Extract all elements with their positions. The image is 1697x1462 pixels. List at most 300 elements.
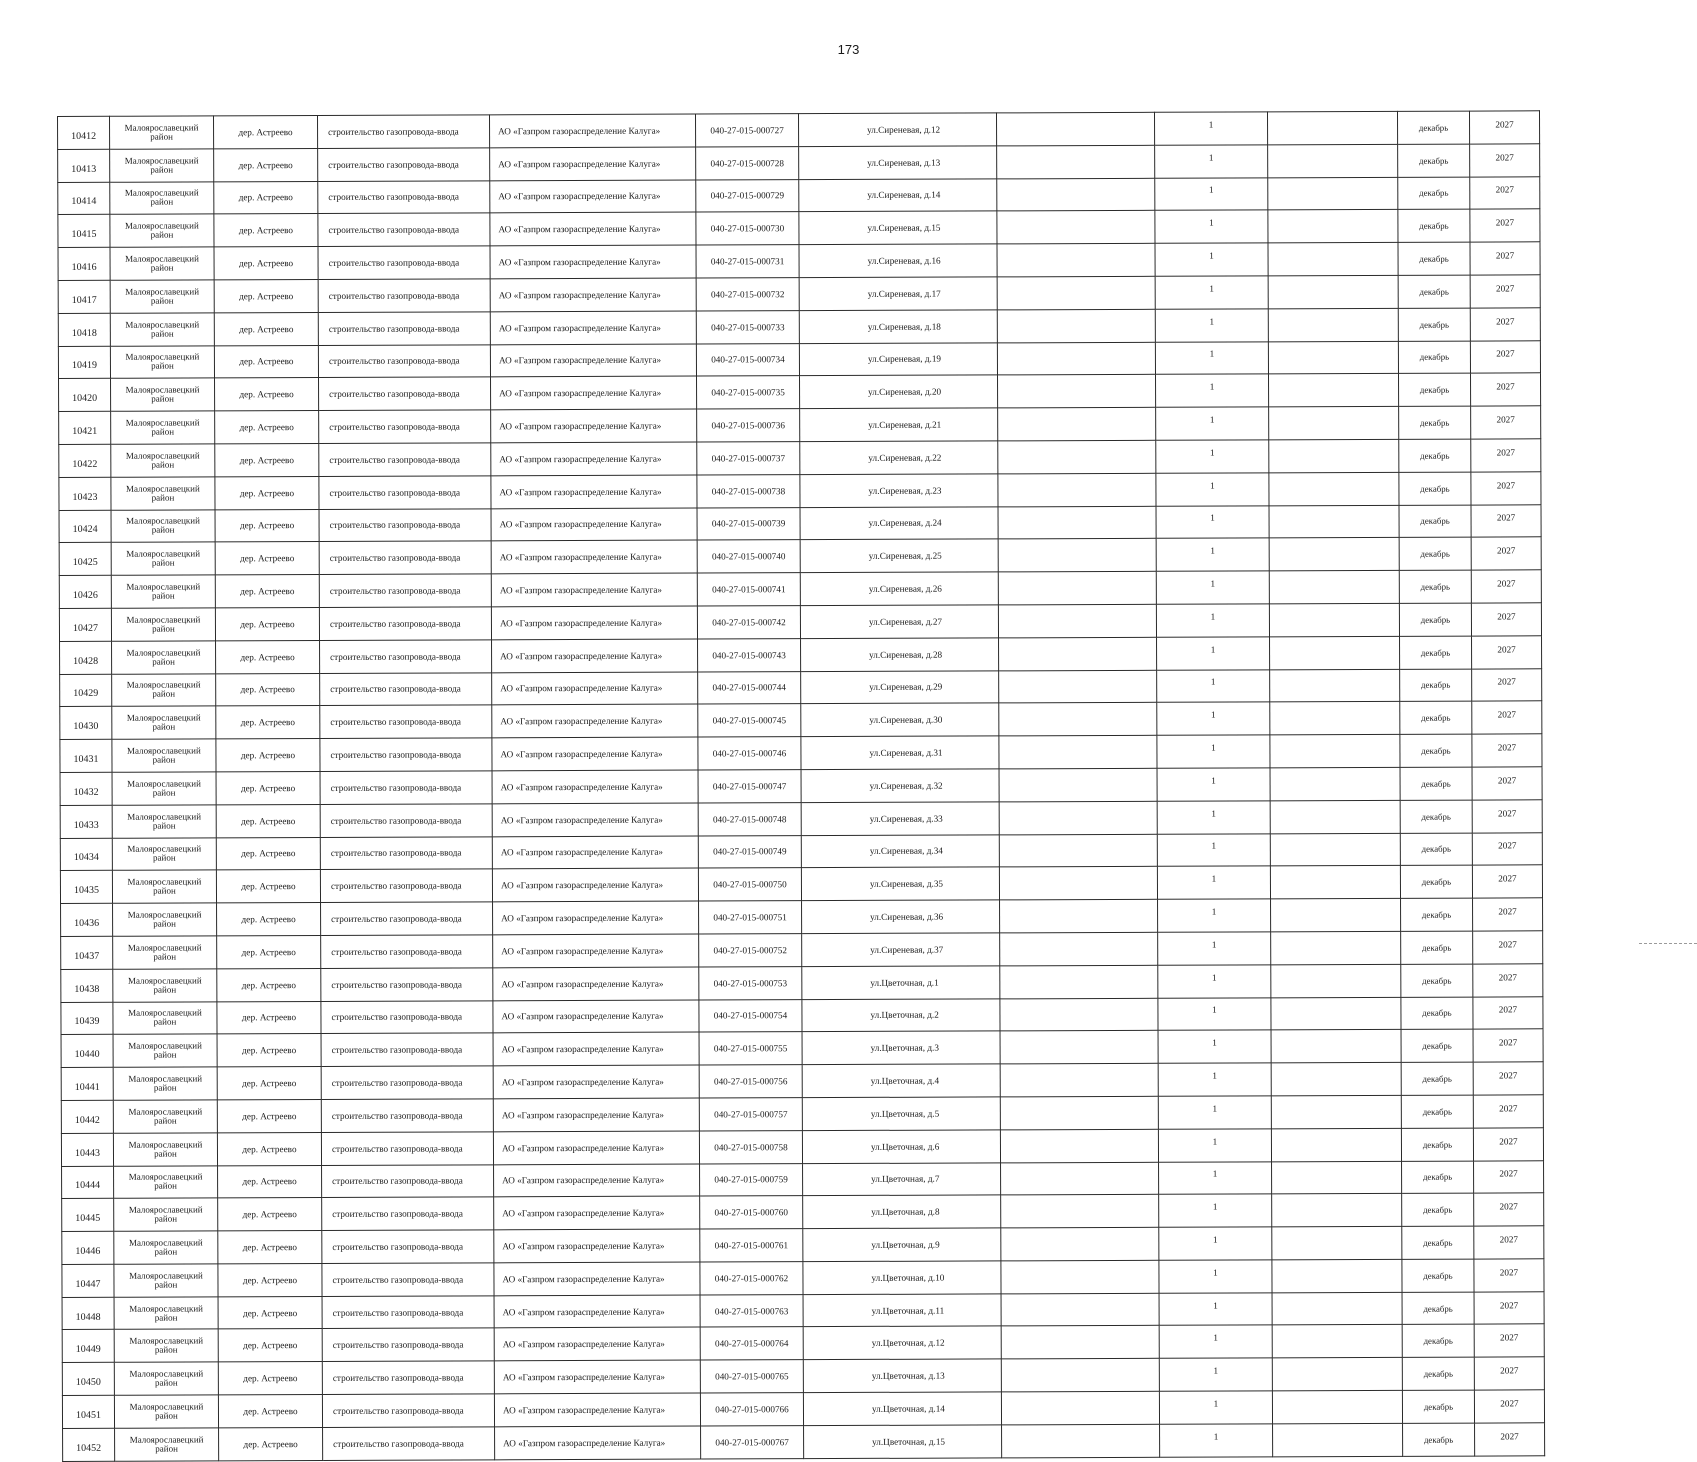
- cell-address: ул.Сиреневая, д.14: [799, 178, 997, 212]
- cell-district: Малоярославецкий район: [114, 1231, 218, 1264]
- cell-quantity: 1: [1159, 1325, 1272, 1358]
- cell-work: строительство газопровода-ввода: [322, 1394, 494, 1427]
- cell-month: декабрь: [1402, 1226, 1474, 1259]
- cell-address: ул.Сиреневая, д.19: [799, 342, 997, 376]
- cell-object-code: 040-27-015-000756: [699, 1065, 802, 1098]
- cell-blank-1: [997, 211, 1155, 244]
- cell-locality: дер. Астреево: [215, 443, 319, 476]
- cell-quantity: 1: [1158, 965, 1271, 998]
- cell-address: ул.Сиреневая, д.26: [800, 572, 998, 606]
- cell-month: декабрь: [1399, 472, 1471, 505]
- cell-work: строительство газопровода-ввода: [321, 1033, 493, 1066]
- cell-blank-2: [1272, 1358, 1402, 1391]
- cell-organization: АО «Газпром газораспределение Калуга»: [490, 278, 696, 312]
- cell-object-code: 040-27-015-000741: [697, 573, 800, 606]
- cell-district: Малоярославецкий район: [111, 542, 215, 575]
- cell-object-code: 040-27-015-000760: [700, 1196, 803, 1229]
- cell-blank-2: [1270, 866, 1400, 899]
- cell-month: декабрь: [1398, 275, 1470, 308]
- cell-work: строительство газопровода-ввода: [319, 508, 491, 541]
- cell-locality: дер. Астреево: [218, 1362, 322, 1395]
- cell-address: ул.Цветочная, д.4: [802, 1064, 1000, 1098]
- cell-year: 2027: [1472, 767, 1542, 800]
- table-row: [63, 1423, 1545, 1461]
- cell-organization: АО «Газпром газораспределение Калуга»: [491, 508, 697, 542]
- cell-work: строительство газопровода-ввода: [318, 279, 490, 312]
- cell-number: 10416: [58, 247, 110, 280]
- cell-year: 2027: [1470, 340, 1540, 373]
- cell-blank-1: [997, 276, 1155, 309]
- cell-month: декабрь: [1400, 865, 1472, 898]
- cell-blank-1: [1000, 1129, 1158, 1162]
- cell-district: Малоярославецкий район: [110, 280, 214, 313]
- cell-year: 2027: [1473, 898, 1543, 931]
- cell-blank-2: [1272, 1226, 1402, 1259]
- cell-locality: дер. Астреево: [216, 771, 320, 804]
- cell-month: декабрь: [1402, 1161, 1474, 1194]
- cell-year: 2027: [1474, 1193, 1544, 1226]
- cell-number: 10451: [62, 1395, 114, 1428]
- cell-district: Малоярославецкий район: [111, 509, 215, 542]
- cell-organization: АО «Газпром газораспределение Калуга»: [491, 442, 697, 476]
- cell-locality: дер. Астреево: [217, 1132, 321, 1165]
- cell-blank-2: [1272, 1325, 1402, 1358]
- cell-organization: АО «Газпром газораспределение Калуга»: [494, 1262, 700, 1296]
- cell-month: декабрь: [1398, 308, 1470, 341]
- cell-work: строительство газопровода-ввода: [322, 1230, 494, 1263]
- cell-blank-1: [998, 506, 1156, 539]
- cell-address: ул.Сиреневая, д.28: [801, 638, 999, 672]
- cell-quantity: 1: [1158, 932, 1271, 965]
- cell-work: строительство газопровода-ввода: [322, 1361, 494, 1394]
- cell-month: декабрь: [1398, 144, 1470, 177]
- cell-address: ул.Цветочная, д.6: [802, 1130, 1000, 1164]
- cell-blank-1: [999, 637, 1157, 670]
- cell-quantity: 1: [1159, 1293, 1272, 1326]
- cell-year: 2027: [1472, 734, 1542, 767]
- cell-blank-1: [1000, 1031, 1158, 1064]
- cell-blank-2: [1270, 636, 1400, 669]
- cell-locality: дер. Астреево: [217, 903, 321, 936]
- cell-quantity: 1: [1159, 1194, 1272, 1227]
- cell-blank-1: [999, 670, 1157, 703]
- cell-object-code: 040-27-015-000738: [697, 474, 800, 507]
- cell-blank-2: [1269, 538, 1399, 571]
- cell-address: ул.Цветочная, д.1: [802, 966, 1000, 1000]
- cell-work: строительство газопровода-ввода: [319, 607, 491, 640]
- cell-year: 2027: [1470, 242, 1540, 275]
- cell-locality: дер. Астреево: [215, 411, 319, 444]
- cell-number: 10435: [60, 871, 112, 904]
- cell-district: Малоярославецкий район: [110, 214, 214, 247]
- cell-work: строительство газопровода-ввода: [319, 476, 491, 509]
- cell-blank-1: [997, 243, 1155, 276]
- cell-organization: АО «Газпром газораспределение Калуга»: [493, 1000, 699, 1034]
- cell-blank-1: [1001, 1391, 1159, 1424]
- cell-blank-1: [1002, 1424, 1160, 1457]
- cell-blank-2: [1267, 111, 1397, 144]
- cell-organization: АО «Газпром газораспределение Калуга»: [491, 540, 697, 574]
- cell-work: строительство газопровода-ввода: [319, 541, 491, 574]
- cell-locality: дер. Астреево: [218, 1296, 322, 1329]
- cell-blank-2: [1270, 702, 1400, 735]
- cell-locality: дер. Астреево: [217, 935, 321, 968]
- cell-number: 10425: [59, 543, 111, 576]
- cell-blank-1: [997, 145, 1155, 178]
- cell-organization: АО «Газпром газораспределение Калуга»: [491, 475, 697, 509]
- cell-year: 2027: [1473, 996, 1543, 1029]
- cell-district: Малоярославецкий район: [112, 706, 216, 739]
- page-number: 173: [837, 42, 860, 57]
- cell-district: Малоярославецкий район: [114, 1198, 218, 1231]
- cell-locality: дер. Астреево: [216, 640, 320, 673]
- cell-quantity: 1: [1158, 1096, 1271, 1129]
- cell-district: Малоярославецкий район: [112, 739, 216, 772]
- cell-number: 10422: [59, 444, 111, 477]
- cell-object-code: 040-27-015-000754: [699, 999, 802, 1032]
- cell-locality: дер. Астреево: [214, 247, 318, 280]
- cell-number: 10448: [62, 1297, 114, 1330]
- cell-work: строительство газопровода-ввода: [319, 574, 491, 607]
- cell-blank-2: [1272, 1161, 1402, 1194]
- cell-blank-2: [1269, 603, 1399, 636]
- cell-work: строительство газопровода-ввода: [322, 1296, 494, 1329]
- cell-district: Малоярославецкий район: [111, 477, 215, 510]
- cell-locality: дер. Астреево: [218, 1165, 322, 1198]
- cell-quantity: 1: [1157, 866, 1270, 899]
- cell-district: Малоярославецкий район: [111, 411, 215, 444]
- cell-object-code: 040-27-015-000747: [698, 770, 801, 803]
- cell-work: строительство газопровода-ввода: [321, 1099, 493, 1132]
- cell-district: Малоярославецкий район: [110, 247, 214, 280]
- cell-blank-1: [997, 178, 1155, 211]
- cell-district: Малоярославецкий район: [110, 345, 214, 378]
- cell-year: 2027: [1471, 603, 1541, 636]
- cell-organization: АО «Газпром газораспределение Калуга»: [493, 1131, 699, 1165]
- cell-quantity: 1: [1157, 702, 1270, 735]
- cell-address: ул.Сиреневая, д.27: [800, 605, 998, 639]
- cell-quantity: 1: [1160, 1424, 1273, 1457]
- cell-district: Малоярославецкий район: [113, 1067, 217, 1100]
- cell-blank-2: [1271, 1128, 1401, 1161]
- cell-month: декабрь: [1401, 931, 1473, 964]
- cell-year: 2027: [1472, 636, 1542, 669]
- cell-quantity: 1: [1156, 571, 1269, 604]
- cell-year: 2027: [1470, 144, 1540, 177]
- cell-locality: дер. Астреево: [214, 148, 318, 181]
- cell-address: ул.Сиреневая, д.34: [801, 834, 999, 868]
- cell-work: строительство газопровода-ввода: [318, 213, 490, 246]
- cell-year: 2027: [1472, 832, 1542, 865]
- cell-blank-1: [998, 440, 1156, 473]
- cell-blank-1: [1000, 1096, 1158, 1129]
- cell-object-code: 040-27-015-000766: [700, 1393, 803, 1426]
- cell-quantity: 1: [1156, 374, 1269, 407]
- cell-year: 2027: [1471, 406, 1541, 439]
- cell-blank-2: [1271, 898, 1401, 931]
- cell-year: 2027: [1474, 1324, 1544, 1357]
- cell-organization: АО «Газпром газораспределение Калуга»: [492, 803, 698, 837]
- cell-month: декабрь: [1402, 1325, 1474, 1358]
- cell-work: строительство газопровода-ввода: [322, 1263, 494, 1296]
- cell-number: 10449: [62, 1330, 114, 1363]
- cell-organization: АО «Газпром газораспределение Калуга»: [493, 1098, 699, 1132]
- cell-organization: АО «Газпром газораспределение Калуга»: [491, 409, 697, 443]
- cell-address: ул.Сиреневая, д.18: [799, 310, 997, 344]
- cell-organization: АО «Газпром газораспределение Калуга»: [492, 770, 698, 804]
- cell-blank-2: [1269, 571, 1399, 604]
- cell-address: ул.Сиреневая, д.30: [801, 703, 999, 737]
- cell-number: 10446: [62, 1231, 114, 1264]
- cell-address: ул.Сиреневая, д.33: [801, 802, 999, 836]
- cell-year: 2027: [1469, 111, 1539, 144]
- cell-quantity: 1: [1155, 210, 1268, 243]
- cell-work: строительство газопровода-ввода: [319, 377, 491, 410]
- cell-district: Малоярославецкий район: [113, 1034, 217, 1067]
- cell-number: 10443: [61, 1133, 113, 1166]
- cell-quantity: 1: [1159, 1161, 1272, 1194]
- cell-object-code: 040-27-015-000755: [699, 1032, 802, 1065]
- cell-address: ул.Сиреневая, д.13: [799, 146, 997, 180]
- cell-month: декабрь: [1399, 537, 1471, 570]
- cell-quantity: 1: [1155, 145, 1268, 178]
- cell-work: строительство газопровода-ввода: [318, 115, 490, 148]
- cell-month: декабрь: [1398, 209, 1470, 242]
- cell-organization: АО «Газпром газораспределение Калуга»: [492, 704, 698, 738]
- cell-blank-2: [1270, 767, 1400, 800]
- cell-organization: АО «Газпром газораспределение Калуга»: [491, 606, 697, 640]
- cell-district: Малоярославецкий район: [114, 1362, 218, 1395]
- cell-address: ул.Цветочная, д.2: [802, 998, 1000, 1032]
- cell-locality: дер. Астреево: [215, 378, 319, 411]
- cell-number: 10440: [61, 1035, 113, 1068]
- cell-month: декабрь: [1401, 898, 1473, 931]
- cell-organization: АО «Газпром газораспределение Калуга»: [490, 180, 696, 214]
- cell-blank-2: [1271, 997, 1401, 1030]
- cell-number: 10442: [61, 1100, 113, 1133]
- cell-blank-2: [1269, 407, 1399, 440]
- cell-quantity: 1: [1156, 604, 1269, 637]
- cell-quantity: 1: [1156, 538, 1269, 571]
- cell-organization: АО «Газпром газораспределение Калуга»: [491, 573, 697, 607]
- cell-object-code: 040-27-015-000727: [695, 114, 798, 147]
- cell-year: 2027: [1474, 1390, 1544, 1423]
- cell-number: 10444: [62, 1166, 114, 1199]
- cell-month: декабрь: [1401, 1128, 1473, 1161]
- cell-year: 2027: [1471, 439, 1541, 472]
- cell-number: 10412: [58, 116, 110, 149]
- cell-year: 2027: [1473, 1029, 1543, 1062]
- cell-organization: АО «Газпром газораспределение Калуга»: [494, 1393, 700, 1427]
- cell-locality: дер. Астреево: [216, 870, 320, 903]
- cell-district: Малоярославецкий район: [113, 1001, 217, 1034]
- cell-organization: АО «Газпром газораспределение Калуга»: [490, 245, 696, 279]
- cell-number: 10426: [59, 575, 111, 608]
- cell-quantity: 1: [1156, 440, 1269, 473]
- cell-object-code: 040-27-015-000746: [698, 737, 801, 770]
- cell-address: ул.Сиреневая, д.21: [800, 408, 998, 442]
- cell-organization: АО «Газпром газораспределение Калуга»: [490, 311, 696, 345]
- cell-blank-1: [997, 342, 1155, 375]
- cell-blank-2: [1270, 669, 1400, 702]
- cell-organization: АО «Газпром газораспределение Калуга»: [490, 344, 696, 378]
- cell-organization: АО «Газпром газораспределение Калуга»: [494, 1164, 700, 1198]
- cell-locality: дер. Астреево: [215, 509, 319, 542]
- cell-address: ул.Цветочная, д.10: [803, 1261, 1001, 1295]
- cell-locality: дер. Астреево: [214, 345, 318, 378]
- cell-month: декабрь: [1398, 242, 1470, 275]
- cell-quantity: 1: [1158, 1129, 1271, 1162]
- scan-edge-mark: [1639, 943, 1697, 944]
- cell-organization: АО «Газпром газораспределение Калуга»: [489, 114, 695, 148]
- cell-blank-1: [1000, 899, 1158, 932]
- cell-year: 2027: [1471, 472, 1541, 505]
- cell-object-code: 040-27-015-000732: [696, 278, 799, 311]
- cell-district: Малоярославецкий район: [110, 116, 214, 149]
- cell-month: декабрь: [1399, 603, 1471, 636]
- cell-organization: АО «Газпром газораспределение Калуга»: [494, 1229, 700, 1263]
- cell-year: 2027: [1470, 209, 1540, 242]
- cell-object-code: 040-27-015-000743: [698, 638, 801, 671]
- cell-address: ул.Сиреневая, д.31: [801, 736, 999, 770]
- cell-number: 10421: [59, 411, 111, 444]
- cell-work: строительство газопровода-ввода: [320, 738, 492, 771]
- cell-quantity: 1: [1158, 1063, 1271, 1096]
- cell-district: Малоярославецкий район: [112, 772, 216, 805]
- cell-district: Малоярославецкий район: [110, 181, 214, 214]
- cell-year: 2027: [1470, 308, 1540, 341]
- cell-year: 2027: [1472, 800, 1542, 833]
- gasification-schedule-table: [57, 110, 1545, 1461]
- cell-year: 2027: [1471, 570, 1541, 603]
- cell-year: 2027: [1471, 504, 1541, 537]
- cell-quantity: 1: [1155, 243, 1268, 276]
- cell-object-code: 040-27-015-000742: [697, 606, 800, 639]
- cell-number: 10434: [60, 838, 112, 871]
- cell-month: декабрь: [1399, 439, 1471, 472]
- cell-district: Малоярославецкий район: [113, 936, 217, 969]
- cell-district: Малоярославецкий район: [113, 903, 217, 936]
- cell-year: 2027: [1470, 275, 1540, 308]
- cell-district: Малоярославецкий район: [110, 149, 214, 182]
- cell-blank-1: [999, 768, 1157, 801]
- cell-locality: дер. Астреево: [214, 181, 318, 214]
- cell-blank-1: [1000, 965, 1158, 998]
- cell-blank-2: [1270, 833, 1400, 866]
- cell-work: строительство газопровода-ввода: [321, 902, 493, 935]
- cell-locality: дер. Астреево: [218, 1198, 322, 1231]
- cell-locality: дер. Астреево: [217, 1099, 321, 1132]
- cell-blank-2: [1273, 1423, 1403, 1456]
- cell-year: 2027: [1473, 931, 1543, 964]
- cell-organization: АО «Газпром газораспределение Калуга»: [492, 737, 698, 771]
- cell-blank-1: [1001, 1227, 1159, 1260]
- cell-quantity: 1: [1157, 801, 1270, 834]
- cell-year: 2027: [1472, 668, 1542, 701]
- cell-blank-2: [1268, 144, 1398, 177]
- cell-district: Малоярославецкий район: [112, 837, 216, 870]
- cell-quantity: 1: [1158, 997, 1271, 1030]
- cell-object-code: 040-27-015-000739: [697, 507, 800, 540]
- cell-quantity: 1: [1154, 112, 1267, 145]
- cell-object-code: 040-27-015-000733: [696, 310, 799, 343]
- cell-quantity: 1: [1159, 1260, 1272, 1293]
- cell-district: Малоярославецкий район: [112, 870, 216, 903]
- cell-month: декабрь: [1400, 800, 1472, 833]
- cell-address: ул.Сиреневая, д.15: [799, 211, 997, 245]
- cell-quantity: 1: [1157, 833, 1270, 866]
- cell-number: 10445: [62, 1199, 114, 1232]
- cell-organization: АО «Газпром газораспределение Калуга»: [491, 376, 697, 410]
- cell-number: 10419: [58, 346, 110, 379]
- cell-object-code: 040-27-015-000729: [696, 179, 799, 212]
- cell-year: 2027: [1472, 865, 1542, 898]
- cell-year: 2027: [1473, 964, 1543, 997]
- cell-locality: дер. Астреево: [218, 1231, 322, 1264]
- cell-address: ул.Сиреневая, д.36: [802, 900, 1000, 934]
- cell-organization: АО «Газпром газораспределение Калуга»: [490, 212, 696, 246]
- cell-blank-1: [999, 703, 1157, 736]
- cell-month: декабрь: [1397, 111, 1469, 144]
- cell-number: 10414: [58, 182, 110, 215]
- cell-district: Малоярославецкий район: [113, 1133, 217, 1166]
- cell-locality: дер. Астреево: [215, 575, 319, 608]
- cell-blank-2: [1271, 1062, 1401, 1095]
- cell-year: 2027: [1472, 701, 1542, 734]
- cell-number: 10424: [59, 510, 111, 543]
- cell-locality: дер. Астреево: [216, 804, 320, 837]
- cell-organization: АО «Газпром газораспределение Калуга»: [492, 672, 698, 706]
- cell-blank-1: [998, 473, 1156, 506]
- cell-work: строительство газопровода-ввода: [322, 1197, 494, 1230]
- cell-object-code: 040-27-015-000753: [699, 966, 802, 999]
- cell-address: ул.Цветочная, д.8: [803, 1195, 1001, 1229]
- cell-quantity: 1: [1158, 899, 1271, 932]
- cell-district: Малоярославецкий район: [111, 575, 215, 608]
- cell-blank-2: [1271, 964, 1401, 997]
- cell-month: декабрь: [1398, 177, 1470, 210]
- cell-month: декабрь: [1401, 1062, 1473, 1095]
- cell-organization: АО «Газпром газораспределение Калуга»: [493, 1032, 699, 1066]
- cell-year: 2027: [1471, 537, 1541, 570]
- cell-quantity: 1: [1155, 177, 1268, 210]
- cell-object-code: 040-27-015-000764: [700, 1327, 803, 1360]
- cell-number: 10439: [61, 1002, 113, 1035]
- cell-year: 2027: [1473, 1062, 1543, 1095]
- cell-blank-2: [1268, 243, 1398, 276]
- cell-year: 2027: [1474, 1291, 1544, 1324]
- cell-number: 10431: [60, 739, 112, 772]
- cell-month: декабрь: [1401, 964, 1473, 997]
- cell-address: ул.Цветочная, д.15: [804, 1425, 1002, 1459]
- cell-object-code: 040-27-015-000736: [697, 409, 800, 442]
- cell-district: Малоярославецкий район: [113, 1100, 217, 1133]
- cell-district: Малоярославецкий район: [111, 378, 215, 411]
- cell-blank-1: [999, 801, 1157, 834]
- cell-blank-2: [1268, 341, 1398, 374]
- cell-address: ул.Цветочная, д.7: [803, 1162, 1001, 1196]
- cell-blank-1: [1001, 1260, 1159, 1293]
- cell-quantity: 1: [1155, 309, 1268, 342]
- cell-blank-2: [1271, 1095, 1401, 1128]
- cell-month: декабрь: [1402, 1357, 1474, 1390]
- cell-work: строительство газопровода-ввода: [320, 705, 492, 738]
- cell-quantity: 1: [1159, 1391, 1272, 1424]
- cell-locality: дер. Астреево: [214, 115, 318, 148]
- cell-object-code: 040-27-015-000749: [698, 835, 801, 868]
- cell-locality: дер. Астреево: [218, 1329, 322, 1362]
- cell-locality: дер. Астреево: [217, 968, 321, 1001]
